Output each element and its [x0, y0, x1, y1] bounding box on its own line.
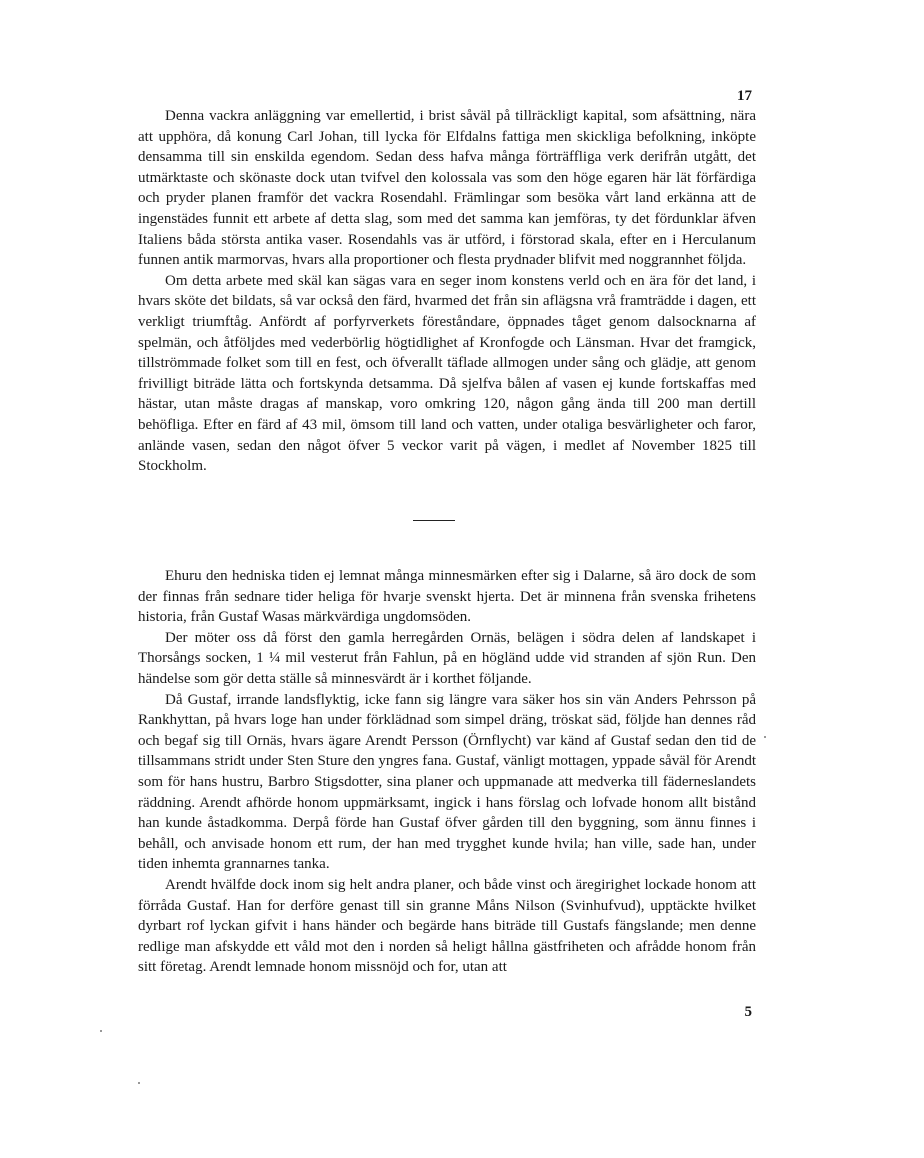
text-block-gustaf-wasa — [138, 566, 756, 978]
paragraph: Då Gustaf, irrande landsflyktig, icke fann sig längre vara säker hos sin vän Anders Pehrsson på Rankhyttan, på hvars loge han under förklädnad som simpel dräng, tröskat säd, följde han dennes råd och begaf sig till Ornäs, hvars ägare Arendt Persson (Örnflycht) var känd af Gustaf sedan den tid de tillsammans stridt under Sten Sture den yngres fana. Gustaf, vänligt mottagen, yppade såväl för Arendt som för hans hustru, Barbro Stigsdotter, sina planer och uppmanade att medverka till fäderneslandets räddning. Arendt afhörde honom uppmärksamt, ingick i hans förslag och lofvade honom allt bistånd han kunde åstadkomma. Derpå förde han Gustaf öfver gården till den byggning, som ännu finnes i behåll, och anvisade honom ett rum, der han med trygghet kunde hvila; han ville, sade han, under tiden inhemta grannarnes tanka. — [138, 691, 756, 873]
paragraph: Arendt hvälfde dock inom sig helt andra planer, och både vinst och äregirighet lockade honom att förråda Gustaf. Han for derföre genast till sin granne Måns Nilson (Svinhufvud), upptäckte hvilket dyrbart rof lyckan gifvit i hans händer och begärde hans biträde till Gustafs fängslande; men denne redlige man afskydde ett våld mot den i norden så heligt hållna gästfriheten och afrådde honom från sitt företag. Arendt lemnade honom missnöjd och for, utan att — [138, 876, 756, 976]
paragraph: Om detta arbete med skäl kan sägas vara en seger inom konstens verld och en ära för det land, i hvars sköte det bildats, så var också den färd, hvarmed det från sin aflägsna vrå framträdde i dagen, ett verkligt triumftåg. Anfördt af porfyrverkets föreståndare, öppnades tåget genom dalsocknarna af spelmän, och åtföljdes med vederbörlig högtidlighet af Kronfogde och Länsman. Hvar det framgick, tillströmmade folket som till en fest, och öfverallt täflade allmogen under sång och glädje, att genom frivilligt biträde lätta och fortskynda detsamma. Då sjelfva bålen af vasen ej kunde fortskaffas med hästar, utan måste dragas af manskap, voro omkring 120, någon gång ända till 200 man dertill behöfliga. Efter en färd af 43 mil, ömsom till land och vatten, under otaliga besvärligheter och faror, anlände vasen, sedan den något öfver 5 veckor varit på vägen, i medlet af November 1825 till Stockholm. — [138, 272, 756, 475]
signature-mark: 5 — [744, 1004, 752, 1020]
paragraph: Ehuru den hedniska tiden ej lemnat många minnesmärken efter sig i Dalarne, så äro dock de som der finnas från sednare tider heliga för hvarje svenskt hjerta. Det är minnena från svenska frihetens historia, från Gustaf Wasas märkvärdiga ungdomsöden. — [138, 568, 756, 626]
scan-speck — [100, 1030, 102, 1032]
paragraph: Der möter oss då först den gamla herregården Ornäs, belägen i södra delen af landskapet i Thorsångs socken, 1 ¼ mil vesterut från Fahlun, på en högländ udde vid stranden af sjön Run. Den händelse som gör detta ställe så minnesvärdt är i korthet följande. — [138, 629, 756, 687]
text-block-rosendahl-vase — [138, 106, 756, 477]
paragraph: Denna vackra anläggning var emellertid, i brist såväl på tillräckligt kapital, som afsättning, nära att upphöra, då konung Carl Johan, till lycka för Elfdalns fattiga men skickliga befolkning, inköpte densamma till sin enskilda egendom. Sedan dess hafva många förträffliga verk derifrån utgått, det utmärktaste och skönaste dock utan tvifvel den kolossala vas som den höge egaren här lät förfärdiga och pryder planen framför det vackra Rosendahl. Främlingar som besöka vårt land erkänna att de ingenstädes funnit ett arbete af detta slag, som med det samma kan jemföras, ty det fördunklar äfven Italiens båda största antika vaser. Rosendahls vas är utförd, i förstorad skala, efter en i Herculanum funnen antik marmorvas, hvars alla proportioner och flesta prydnader blifvit med noggrannhet följda. — [138, 108, 756, 269]
scan-speck — [764, 736, 766, 738]
page-number: 17 — [737, 88, 752, 104]
scan-speck — [138, 1082, 140, 1084]
section-divider — [413, 520, 455, 521]
